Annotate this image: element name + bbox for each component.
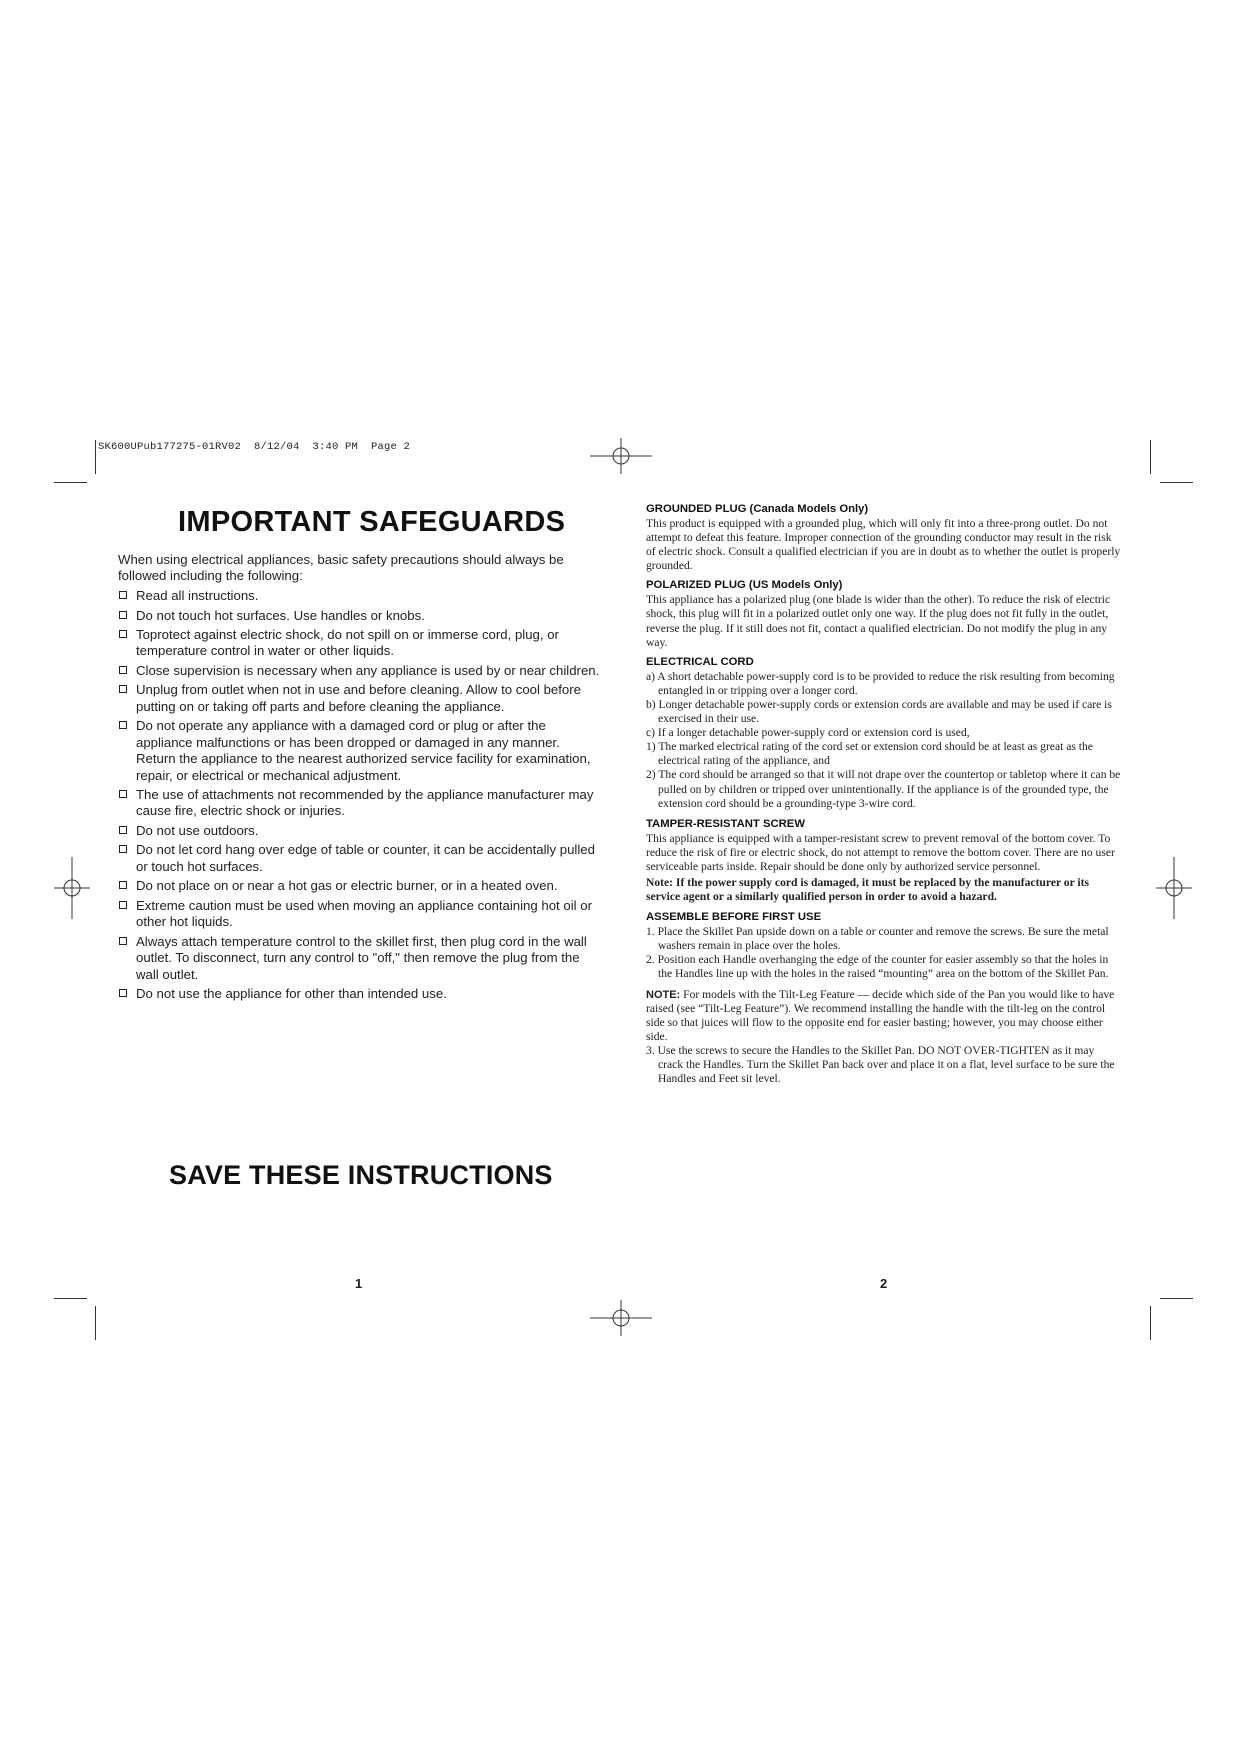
checkbox-icon (119, 591, 127, 599)
registration-mark-top (590, 438, 652, 474)
checkbox-icon (119, 611, 127, 619)
print-slug: SK600UPub177275-01RV02 8/12/04 3:40 PM Page 2 (98, 441, 411, 453)
polarized-plug-section (646, 578, 1122, 649)
crop-mark-bottom-right-vertical (1150, 1306, 1151, 1340)
list-item: 2. Position each Handle overhanging the edge of the counter for easier assembly so that the holes in the Handles line up with the holes in the raised “mounting” area on the bottom of the Skillet Pan. (646, 953, 1109, 981)
page-number-right: 2 (880, 1276, 888, 1291)
checkbox-icon (119, 630, 127, 638)
registration-mark-right (1156, 857, 1192, 919)
section-text: This appliance is equipped with a tamper-resistant screw to prevent removal of the bottom cover. To reduce the risk of fire or electric shock, do not attempt to remove the bottom cover. There are no user serviceable parts inside. Repair should be done only by authorized service personnel. (646, 831, 1115, 873)
section-heading: ELECTRICAL CORD (646, 655, 754, 668)
tamper-resistant-section (646, 817, 1122, 904)
crop-mark-bottom-left-horizontal (54, 1298, 87, 1299)
crop-mark-top-right-vertical (1150, 440, 1151, 474)
list-item: c) If a longer detachable power-supply cord or extension cord is used, (646, 726, 970, 740)
checkbox-icon (119, 937, 127, 945)
assemble-section (646, 910, 1122, 1086)
list-item: b) Longer detachable power-supply cords or extension cords are available and may be used if care is exercised in their use. (646, 697, 1112, 726)
crop-mark-top-left-vertical (95, 440, 96, 474)
list-item: Do not touch hot surfaces. Use handles or knobs. (118, 608, 602, 624)
right-page (646, 502, 1122, 1091)
list-item: Do not operate any appliance with a damaged cord or plug or after the appliance malfunctions or has been dropped or damaged in any manner. Return the appliance to the nearest authorized service facility for examination, repair, or electrical or mechanical adjustment. (118, 718, 602, 784)
list-item: Always attach temperature control to the skillet first, then plug cord in the wall outlet. To disconnect, turn any control to "off," then remove the plug from the wall outlet. (118, 934, 602, 983)
list-item: Close supervision is necessary when any appliance is used by or near children. (118, 663, 602, 679)
save-instructions-heading: SAVE THESE INSTRUCTIONS (169, 1160, 553, 1190)
list-item: Do not place on or near a hot gas or electric burner, or in a heated oven. (118, 878, 602, 894)
checkbox-icon (119, 685, 127, 693)
list-item: 1) The marked electrical rating of the cord set or extension cord should be at least as great as the electrical rating of the appliance, and (646, 740, 1093, 768)
page-number-left: 1 (355, 1276, 363, 1291)
checkbox-icon (119, 901, 127, 909)
crop-mark-top-right-horizontal (1160, 482, 1193, 483)
electrical-cord-section (646, 655, 1122, 811)
checkbox-icon (119, 989, 127, 997)
section-heading: POLARIZED PLUG (US Models Only) (646, 579, 843, 592)
list-item: The use of attachments not recommended by the appliance manufacturer may cause fire, electric shock or injuries. (118, 787, 602, 820)
checkbox-icon (119, 721, 127, 729)
note-label: NOTE: (646, 988, 681, 1001)
checkbox-icon (119, 845, 127, 853)
checkbox-icon (119, 790, 127, 798)
list-item: 1. Place the Skillet Pan upside down on a table or counter and remove the screws. Be sure the metal washers remain in place over the holes. (646, 925, 1109, 953)
list-item: Read all instructions. (118, 588, 602, 604)
list-item: 2) The cord should be arranged so that it will not drape over the countertop or tabletop where it can be pulled on by children or tripped over unintentionally. If the appliance is of the grounded type, the extension cord should be a grounding-type 3-wire cord. (646, 768, 1121, 810)
page-title: IMPORTANT SAFEGUARDS (178, 506, 566, 538)
registration-mark-bottom (590, 1300, 652, 1336)
list-item: Unplug from outlet when not in use and before cleaning. Allow to cool before putting on or taking off parts and before cleaning the appliance. (118, 682, 602, 715)
safeguards-list (118, 588, 602, 1006)
list-item: a) A short detachable power-supply cord is to be provided to reduce the risk resulting from becoming entangled in or tripping over a longer cord. (646, 669, 1115, 697)
section-text: This appliance has a polarized plug (one blade is wider than the other). To reduce the risk of electric shock, this plug will fit in a polarized outlet only one way. If the plug does not fit fully in the outlet, reverse the plug. If it still does not fit, contact a qualified electrician. Do not modify the plug in any way. (646, 593, 1111, 649)
crop-mark-bottom-left-vertical (95, 1306, 96, 1340)
section-heading: GROUNDED PLUG (Canada Models Only) (646, 503, 869, 515)
checkbox-icon (119, 666, 127, 674)
note-text: For models with the Tilt-Leg Feature — decide which side of the Pan you would like to have raised (see “Tilt-Leg Feature”). We recommend installing the handle with the tilt-leg on the control side so that juices will flow to the opposite end for easier basting; however, you may choose either side. (646, 987, 1115, 1043)
intro-paragraph: When using electrical appliances, basic safety precautions should always be followed including the following: (118, 552, 564, 584)
list-item: Do not use the appliance for other than intended use. (118, 986, 602, 1002)
tilt-leg-note (646, 988, 1122, 1044)
list-item: Toprotect against electric shock, do not spill on or immerse cord, plug, or temperature control in water or other liquids. (118, 627, 602, 660)
list-item: Do not let cord hang over edge of table or counter, it can be accidentally pulled or touch hot surfaces. (118, 842, 602, 875)
crop-mark-bottom-right-horizontal (1160, 1298, 1193, 1299)
crop-mark-top-left-horizontal (54, 482, 87, 483)
section-heading: TAMPER-RESISTANT SCREW (646, 817, 805, 830)
grounded-plug-section (646, 502, 1122, 573)
section-text: This product is equipped with a grounded plug, which will only fit into a three-prong outlet. Do not attempt to defeat this feature. Improper connection of the grounding conductor may result in the risk of electric shock. Consult a qualified electrician if you are in doubt as to whether the outlet is properly grounded. (646, 517, 1121, 573)
damaged-cord-note: Note: If the power supply cord is damaged, it must be replaced by the manufacturer or its service agent or a similarly qualified person in order to avoid a hazard. (646, 875, 1090, 904)
section-heading: ASSEMBLE BEFORE FIRST USE (646, 911, 822, 924)
list-item: Do not use outdoors. (118, 823, 602, 839)
registration-mark-left (54, 857, 90, 919)
checkbox-icon (119, 881, 127, 889)
list-item: 3. Use the screws to secure the Handles to the Skillet Pan. DO NOT OVER-TIGHTEN as it may crack the Handles. Turn the Skillet Pan back over and place it on a flat, level surface to be sure the Handles and Feet sit level. (646, 1043, 1115, 1086)
checkbox-icon (119, 826, 127, 834)
list-item: Extreme caution must be used when moving an appliance containing hot oil or other hot liquids. (118, 898, 602, 931)
